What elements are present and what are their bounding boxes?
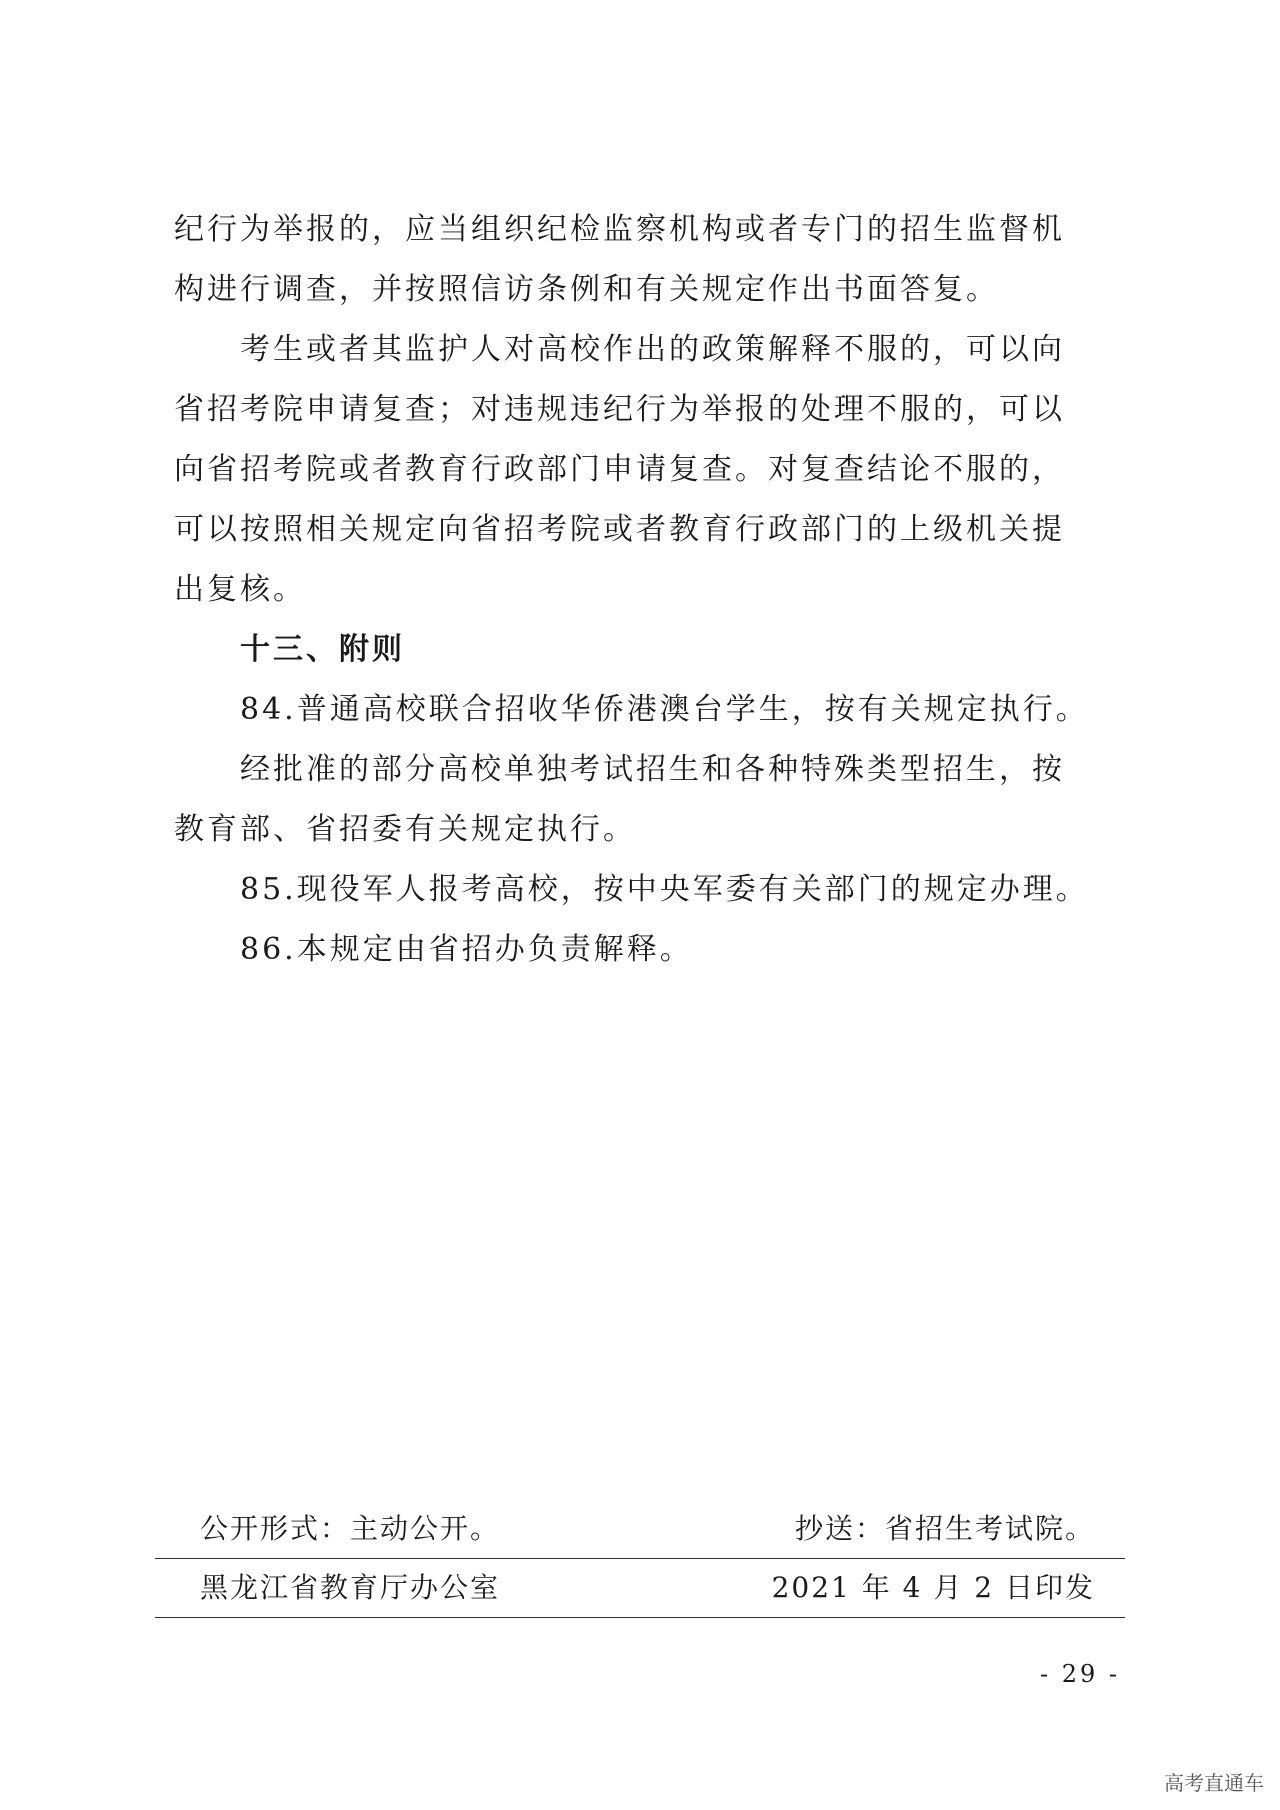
footer-row-disclosure <box>155 1500 1125 1558</box>
section-heading: 十三、附则 <box>240 632 405 667</box>
document-footer <box>155 1500 1125 1618</box>
paragraph-line: 85.现役军人报考高校，按中央军委有关部门的规定办理。 <box>240 872 1089 907</box>
paragraph-line: 构进行调查，并按照信访条例和有关规定作出书面答复。 <box>174 272 999 307</box>
document-body <box>174 200 1104 980</box>
cc-text: 抄送：省招生考试院。 <box>794 1512 1095 1545</box>
page-number: - 29 - <box>1039 1660 1120 1688</box>
paragraph-line: 出复核。 <box>174 572 306 607</box>
paragraph-line: 省招考院申请复查；对违规违纪行为举报的处理不服的，可以 <box>174 392 1065 427</box>
paragraph-line: 84.普通高校联合招收华侨港澳台学生，按有关规定执行。 <box>240 692 1089 727</box>
paragraph-line: 向省招考院或者教育行政部门申请复查。对复查结论不服的， <box>174 452 1065 487</box>
issuer-text: 黑龙江省教育厅办公室 <box>200 1571 501 1604</box>
watermark: 高考直通车 <box>1164 1771 1264 1795</box>
issue-date-text: 2021 年 4 月 2 日印发 <box>771 1571 1095 1604</box>
paragraph-line: 经批准的部分高校单独考试招生和各种特殊类型招生，按 <box>240 752 1065 787</box>
paragraph-line: 考生或者其监护人对高校作出的政策解释不服的，可以向 <box>240 332 1065 367</box>
paragraph-line: 可以按照相关规定向省招考院或者教育行政部门的上级机关提 <box>174 512 1065 547</box>
paragraph-line: 纪行为举报的，应当组织纪检监察机构或者专门的招生监督机 <box>174 212 1065 247</box>
footer-row-issuer <box>155 1559 1125 1617</box>
disclosure-text: 公开形式：主动公开。 <box>200 1512 501 1545</box>
footer-bottom-rule <box>155 1617 1125 1618</box>
paragraph-line: 教育部、省招委有关规定执行。 <box>174 812 636 847</box>
paragraph-line: 86.本规定由省招办负责解释。 <box>240 932 693 967</box>
